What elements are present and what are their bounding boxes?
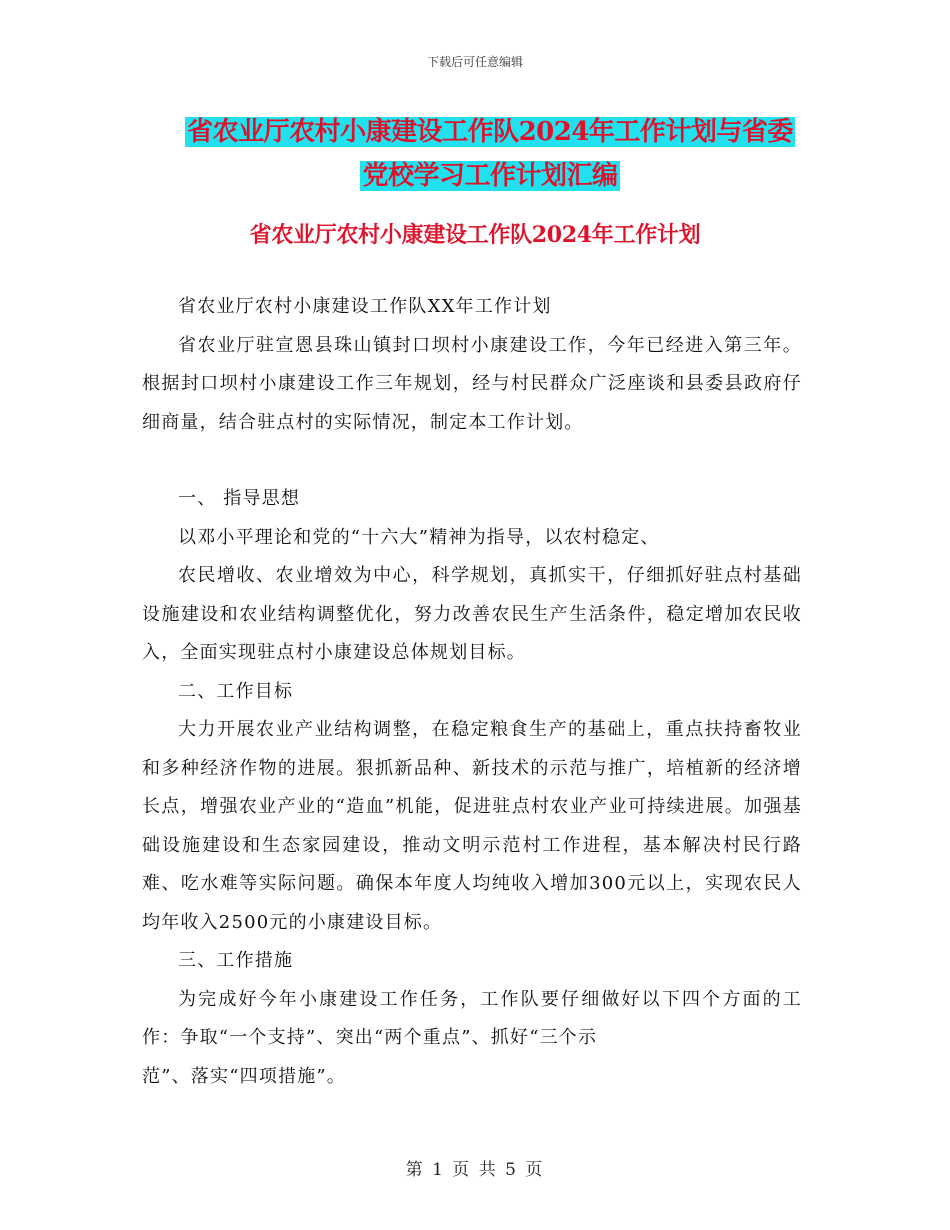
paragraph-work-measures-2: 范”、落实“四项措施”。	[142, 1065, 347, 1087]
document-body	[142, 288, 802, 1096]
heading-work-goals: 二、工作目标	[178, 680, 294, 702]
paragraph-plan-name: 省农业厅农村小康建设工作队XX年工作计划	[178, 296, 552, 317]
paragraph-work-measures-1: 为完成好今年小康建设工作任务，工作队要仔细做好以下四个方面的工作：争取“一个支持”、突出“两个重点”、抓好“三个示	[142, 988, 802, 1048]
heading-work-measures: 三、工作措施	[178, 950, 294, 971]
section-title: 省农业厅农村小康建设工作队2024年工作计划	[249, 222, 701, 248]
document-title	[140, 110, 840, 198]
title-line-2: 党校学习工作计划汇编	[362, 161, 618, 191]
header-note: 下载后可任意编辑	[426, 55, 523, 69]
paragraph-guiding-1: 以邓小平理论和党的“十六大”精神为指导，以农村稳定、	[178, 526, 660, 548]
heading-guiding-thought: 一、 指导思想	[178, 488, 301, 509]
title-line-1: 省农业厅农村小康建设工作队2024年工作计划与省委	[187, 117, 793, 147]
spacer	[142, 442, 802, 480]
page-number: 第 1 页 共 5 页	[405, 1160, 545, 1180]
paragraph-guiding-2: 农民增收、农业增效为中心，科学规划，真抓实干，仔细抓好驻点村基础设施建设和农业结构调整优化，努力改善农民生产生活条件，稳定增加农民收入，全面实现驻点村小康建设总体规划目标。	[142, 565, 802, 663]
paragraph-work-goals: 大力开展农业产业结构调整，在稳定粮食生产的基础上，重点扶持畜牧业和多种经济作物的进展。狠抓新品种、新技术的示范与推广，培植新的经济增长点，增强农业产业的“造血”机能，促进驻点村农业产业可持续进展。加强基础设施建设和生态家园建设，推动文明示范村工作进程，基本解决村民行路难、吃水难等实际问题。确保本年度人均纯收入增加300元以上，实现农民人均年收入2500元的小康建设目标。	[142, 719, 802, 933]
paragraph-intro: 省农业厅驻宣恩县珠山镇封口坝村小康建设工作，今年已经进入第三年。根据封口坝村小康建设工作三年规划，经与村民群众广泛座谈和县委县政府仔细商量，结合驻点村的实际情况，制定本工作计划。	[142, 334, 802, 433]
